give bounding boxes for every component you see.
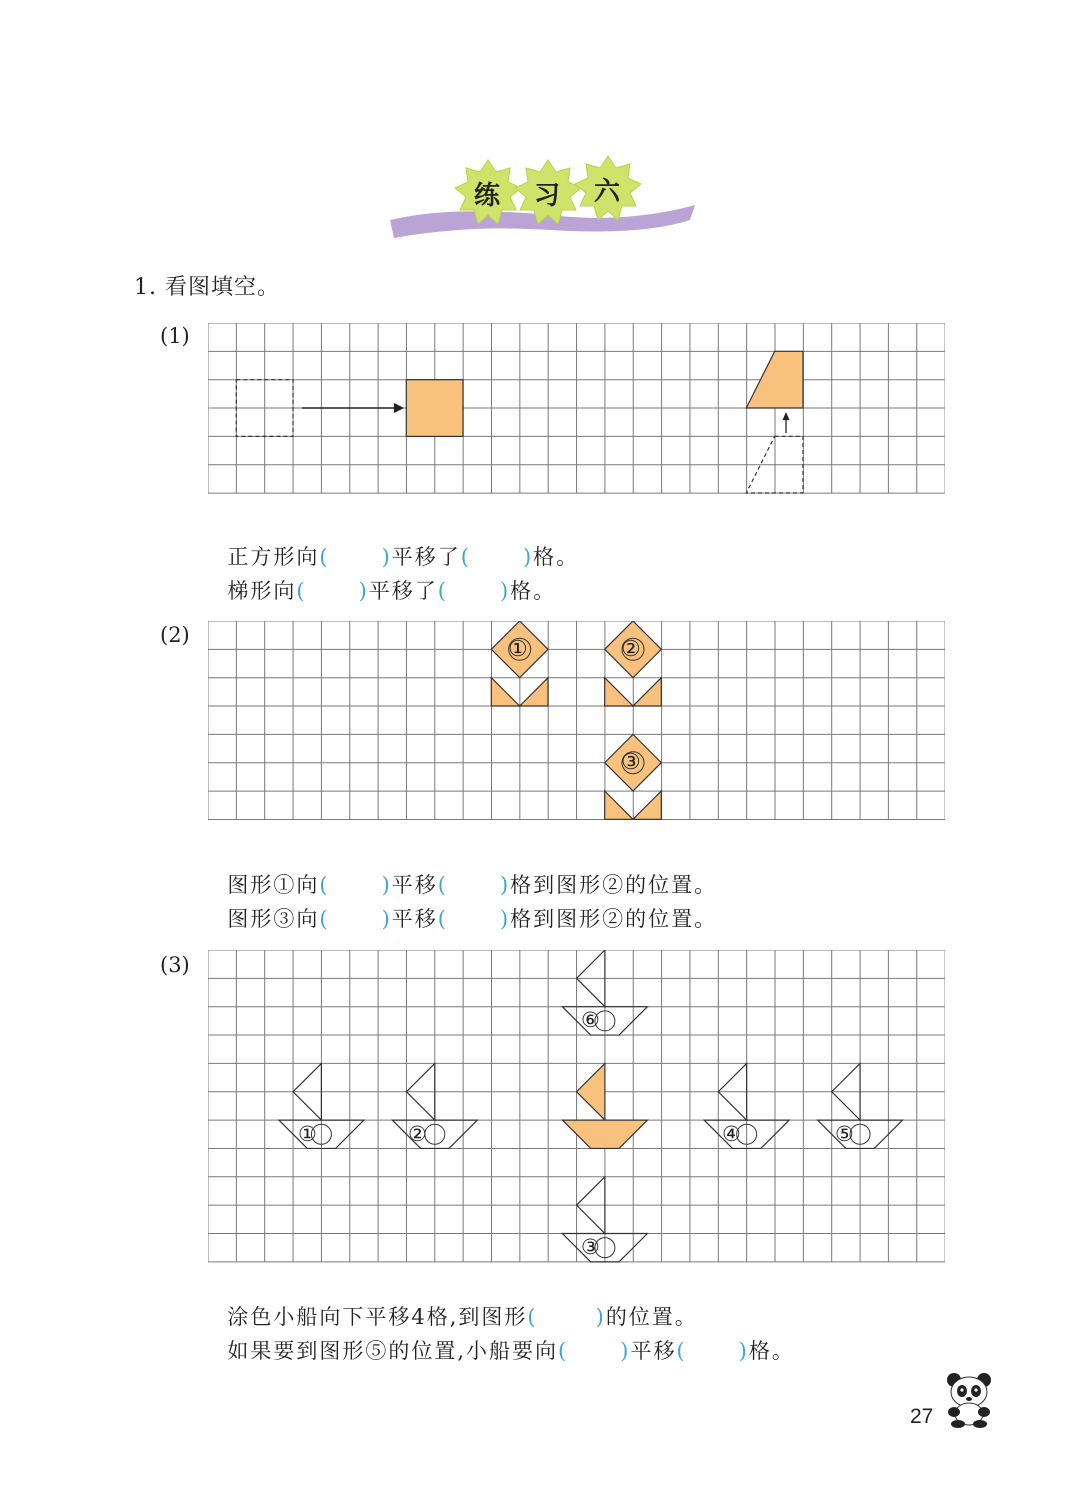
boat-6-label: ⑥ [581,1008,600,1032]
part-2-line-2: 图形③向( )平移( )格到图形②的位置。 [227,907,718,931]
flower-3-label: ③ [621,750,641,775]
grid-2 [208,621,945,821]
arrow-up-head [783,412,790,420]
boat-3-label: ③ [581,1235,600,1259]
part-2-label: (2) [160,623,190,647]
boat-4-label: ④ [722,1122,741,1146]
header-char-2: 习 [534,181,561,211]
part-2-line-1: 图形①向( )平移( )格到图形②的位置。 [227,873,718,897]
boat-colored [562,1063,647,1148]
grid-1 [208,323,945,495]
boat-2-label: ② [408,1122,427,1146]
boat-1-label: ① [298,1122,317,1146]
part-3-line-2: 如果要到图形⑤的位置,小船要向( )平移( )格。 [227,1339,795,1363]
part-3-label: (3) [160,953,190,977]
flower-2-label: ② [621,637,641,662]
question-title: 1. 看图填空。 [134,275,280,300]
panda-icon [942,1370,998,1428]
grid-3 [208,950,945,1263]
flower-1-label: ① [508,637,528,662]
page-number: 27 [910,1405,934,1428]
part-1-label: (1) [160,324,190,348]
header-char-3: 六 [594,177,621,207]
square-moved [406,380,463,437]
part-1-line-1: 正方形向( )平移了( )格。 [227,545,580,569]
arrow-right-head [394,403,404,413]
part-1-line-2: 梯形向( )平移了( )格。 [227,579,557,603]
boat-5-label: ⑤ [835,1122,854,1146]
part-3-line-1: 涂色小船向下平移4格,到图形( )的位置。 [227,1305,698,1329]
header-char-1: 练 [474,181,501,211]
